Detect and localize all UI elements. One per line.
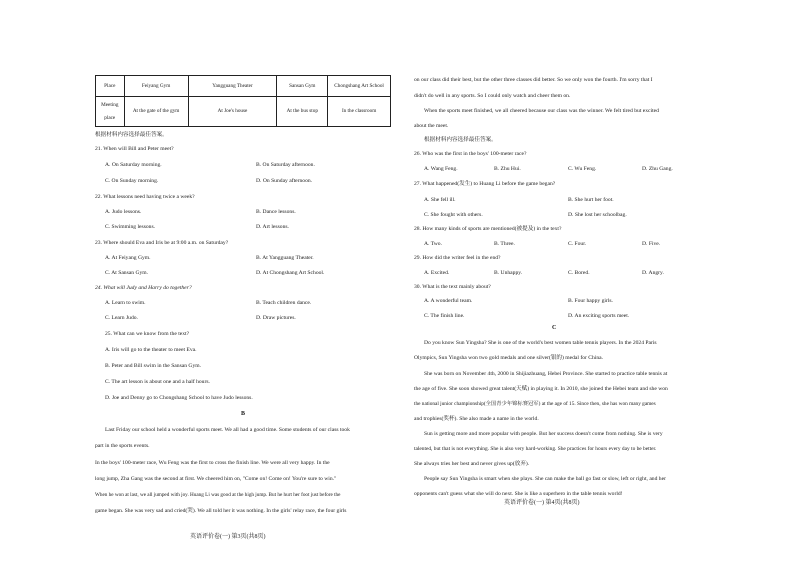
option-23a: A. At Feiyang Gym. <box>105 255 151 261</box>
passage-line: game began. She was very sad and cried(哭). We all told her it was nothing. In the girls' relay race, the four girls <box>95 508 347 514</box>
option-21d: D. On Sunday afternoon. <box>256 178 313 184</box>
row-label-line: Meeting <box>101 101 119 108</box>
option-22d: D. Art lessons. <box>256 224 289 230</box>
option-23b: B. At Yangguang Theater. <box>256 255 314 261</box>
passage-line: Do you know Sun Yingsha? She is one of the world's best women table tennis players. In the 2024 Paris <box>424 340 657 346</box>
option-24d: D. Draw pictures. <box>256 315 296 321</box>
option-25d: D. Joe and Denny go to Chongshang School to have Judo lessons. <box>105 395 253 401</box>
option-29c: C. Bored. <box>568 270 590 276</box>
option-24a: A. Learn to swim. <box>105 300 146 306</box>
option-26b: B. Zhu Hui. <box>494 166 521 172</box>
option-21b: B. On Saturday afternoon. <box>256 162 315 168</box>
passage-line: talented, but that is not everything. She is also very hard-working. She practices for hours every day to be better. <box>414 446 657 452</box>
question-27: 27. What happened(发生) to Huang Li before the game began? <box>414 181 556 187</box>
option-25b: B. Peter and Bill swim in the Sansan Gym. <box>105 363 202 369</box>
passage-line: Sun is getting more and more popular with people. But her success doesn't come from nothing. She is very <box>424 431 663 437</box>
option-28c: C. Four. <box>568 241 587 247</box>
option-24c: C. Learn Judo. <box>105 315 138 321</box>
option-23d: D. At Chongshang Art School. <box>256 270 325 276</box>
question-21: 21. When will Bill and Peter meet? <box>95 146 174 152</box>
question-30: 30. What is the text mainly about? <box>414 284 491 290</box>
question-26: 26. Who was the first in the boys' 100-meter race? <box>414 151 527 157</box>
option-27b: B. She hurt her foot. <box>568 197 614 203</box>
table-row <box>96 97 391 127</box>
passage-line: the age of five. She soon showed great talent(天赋) in playing it. In 2010, she joined the Hebei team and she won <box>414 386 668 392</box>
page-footer: 英语评价卷(一) 第3页(共8页) <box>190 534 266 540</box>
row-label-line: place <box>104 114 116 121</box>
instruction: 根据材料内容选择最佳答案。 <box>424 137 497 143</box>
table-row-label <box>96 97 125 127</box>
table-header-cell: Yangguang Theater <box>188 76 277 97</box>
passage-line: In the boys' 100-meter race, Wu Feng was the first to cross the finish line. We were all very happy. In the <box>95 460 330 466</box>
table-header-row <box>96 76 391 97</box>
option-30d: D. An exciting sports meet. <box>568 313 630 319</box>
meeting-table <box>95 75 391 127</box>
passage-line: Last Friday our school held a wonderful sports meet. We all had a good time. Some students of our class took <box>105 427 350 433</box>
question-22: 22. What lessons need having twice a week? <box>95 194 195 200</box>
instruction: 根据材料内容选择最佳答案。 <box>95 132 168 138</box>
section-c-heading: C <box>552 325 557 331</box>
passage-line: People say Sun Yingsha is smart when she plays. She can make the ball go fast or slow, left or right, and her <box>424 476 666 482</box>
option-25c: C. The art lesson is about one and a half hours. <box>105 379 210 385</box>
table-cell: At the gate of the gym <box>124 97 188 127</box>
option-29a: A. Excited. <box>424 270 450 276</box>
option-22b: B. Dance lessons. <box>256 209 296 215</box>
option-26a: A. Wang Feng. <box>424 166 458 172</box>
passage-line: She always tries her best and never gives up(放弃). <box>414 461 530 467</box>
option-27c: C. She fought with others. <box>424 212 483 218</box>
table-header-cell: Feiyang Gym <box>124 76 188 97</box>
passage-line: She was born on November 4th, 2000 in Shijiazhuang, Hebei Province. She started to practice table tennis at <box>424 371 668 377</box>
question-29: 29. How did the writer feel in the end? <box>414 255 501 261</box>
passage-line: the national junior championship(全国青少年锦标赛冠军) at the age of 15. Since then, she has won many games <box>414 401 656 407</box>
option-29d: D. Angry. <box>642 270 664 276</box>
passage-line: didn't do well in any sports. So I could only watch and cheer them on. <box>414 93 571 99</box>
option-30b: B. Four happy girls. <box>568 298 613 304</box>
passage-line: about the meet. <box>414 123 449 129</box>
passage-line: opponents can't guess what she will do next. She is like a superhero in the table tennis world! <box>414 491 623 497</box>
option-25a: A. Iris will go to the theater to meet Eva. <box>105 347 197 353</box>
option-28a: A. Two. <box>424 241 442 247</box>
table-cell: At Joe's house <box>188 97 277 127</box>
option-30c: C. The finish line. <box>424 313 465 319</box>
option-26c: C. Wu Feng. <box>568 166 597 172</box>
option-29b: B. Unhappy. <box>494 270 523 276</box>
option-26d: D. Zhu Gang. <box>642 166 673 172</box>
passage-line: on our class did their best, but the other three classes did better. So we only won the fourth. I'm sorry that I <box>414 77 653 83</box>
table-cell: In the classroom <box>328 97 391 127</box>
table-header-cell: Sansan Gym <box>277 76 328 97</box>
passage-line: and trophies(奖杯). She also made a name in the world. <box>414 416 539 422</box>
passage-line: Olympics, Sun Yingsha won two gold medals and one silver(银的) medal for China. <box>414 355 604 361</box>
option-24b: B. Teach children dance. <box>256 300 312 306</box>
right-page <box>397 0 794 561</box>
page-footer: 英语评价卷(一) 第4页(共8页) <box>504 500 580 506</box>
option-27d: D. She lost her schoolbag. <box>568 212 627 218</box>
passage-line: part in the sports events. <box>95 443 150 449</box>
option-27a: A. She fell ill. <box>424 197 456 203</box>
passage-line: When the sports meet finished, we all cheered because our class was the winner. We felt tired but excited <box>424 108 659 114</box>
question-24: 24. What will Judy and Harry do together? <box>95 285 192 291</box>
option-30a: A. A wonderful team. <box>424 298 473 304</box>
option-23c: C. At Sansan Gym. <box>105 270 149 276</box>
option-22a: A. Judo lessons. <box>105 209 142 215</box>
question-25: 25. What can we know from the text? <box>105 331 190 337</box>
question-23: 23. Where should Eva and Iris be at 9:00 a.m. on Saturday? <box>95 240 229 246</box>
question-28: 28. How many kinds of sports are mentioned(被提及) in the text? <box>414 226 562 232</box>
passage-line: long jump, Zha Gang was the second at first. We cheered him on, "Come on! Come on! You're sure to win." <box>95 476 337 482</box>
option-21c: C. On Sunday morning. <box>105 178 159 184</box>
section-b-heading: B <box>241 411 246 417</box>
table-header-cell: Chongshang Art School <box>328 76 391 97</box>
option-28b: B. Three. <box>494 241 515 247</box>
table-header-cell: Place <box>96 76 125 97</box>
option-28d: D. Five. <box>642 241 661 247</box>
passage-line: When he won at last, we all jumped with joy. Huang Li was good at the high jump. But he hurt her foot just before the <box>95 492 341 498</box>
table-cell: At the bus stop <box>277 97 328 127</box>
option-22c: C. Swimming lessons. <box>105 224 156 230</box>
option-21a: A. On Saturday morning. <box>105 162 162 168</box>
